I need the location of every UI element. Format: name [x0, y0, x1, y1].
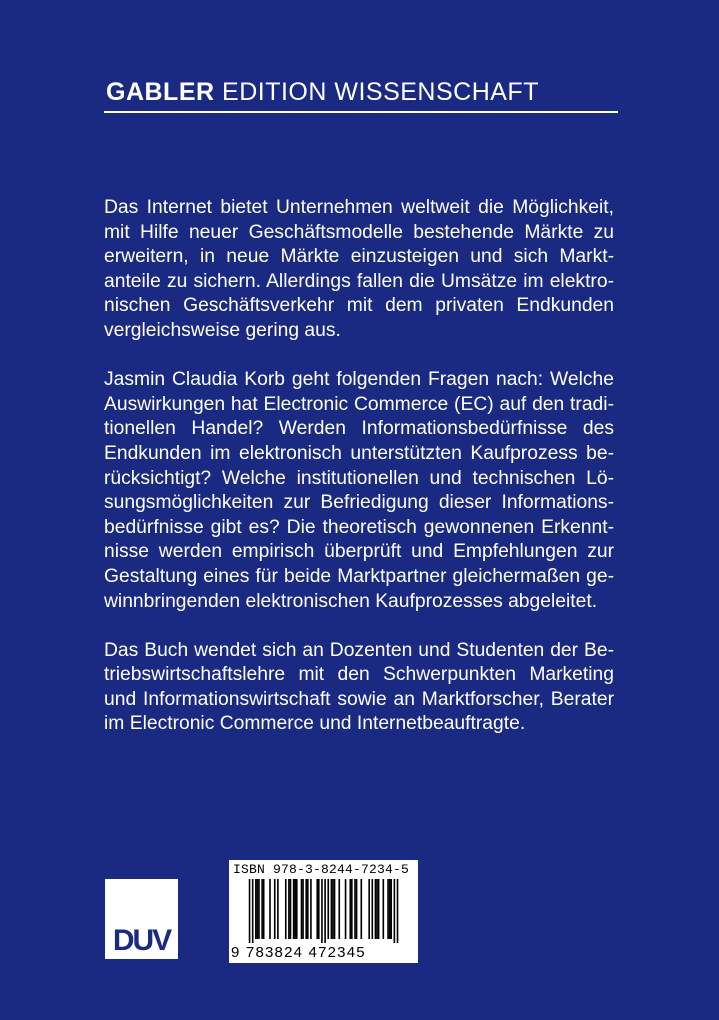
blurb-paragraph-3: Das Buch wendet sich an Dozenten und Studenten der Betriebswirtschaftslehre mit den Schwerpunkten Marketing und Informationswirtschaft sowie an Marktforscher, Berater im Electronic Commerce und Internetbeauftragte. [104, 639, 614, 735]
barcode-bar [387, 879, 389, 939]
barcode-bar [307, 879, 309, 939]
barcode-digits: 9 783824 472345 [231, 944, 366, 961]
barcode-bar [360, 879, 362, 939]
barcode-bar [255, 879, 257, 939]
barcode-bar [349, 879, 351, 939]
barcode-bar [261, 879, 263, 939]
barcode-bar [294, 879, 296, 939]
barcode-bar [324, 879, 326, 943]
barcode-bar [354, 879, 356, 939]
barcode-bar [372, 879, 374, 939]
blurb-paragraph-1: Das Internet bietet Unternehmen weltweit die Möglichkeit, mit Hilfe neuer Geschäftsmodelle bestehende Märkte zu erweitern, in neue Märkte einzusteigen und sich Marktanteile zu sichern. Allerdings fallen die Umsätze im elektronischen Geschäftsverkehr mit dem privaten Endkunden vergleichsweise gering aus. [104, 197, 614, 341]
barcode-bar [368, 879, 370, 939]
barcode-bar [263, 879, 265, 939]
blurb-paragraph-2: Jasmin Claudia Korb geht folgenden Fragen nach: Welche Auswirkungen hat Electronic Commerce (EC) auf den traditionellen Handel? Werden Informationsbedürfnisse des Endkunden im elektronisch unterstützten Kaufprozess berücksichtigt? Welche institutionellen und technischen Lösungsmöglichkeiten zur Befriedigung dieser Informationsbedürfnisse gibt es? Die theoretisch gewonnenen Erkenntnisse werden empirisch überprüft und Empfehlungen zur Gestaltung eines für beide Marktpartner gleichermaßen gewinnbringenden elektronischen Kaufprozesses abgeleitet. [104, 369, 614, 612]
barcode-bar [331, 879, 333, 939]
barcode-bar [394, 879, 396, 943]
barcode-bar [316, 879, 318, 939]
barcode-bar [332, 879, 334, 939]
barcode-bar [383, 879, 385, 939]
series-title [106, 78, 539, 107]
barcode-bar [397, 879, 399, 943]
isbn-barcode [229, 860, 418, 963]
barcode-bar [305, 879, 307, 939]
title-rule [104, 111, 618, 113]
barcode-bar [293, 879, 295, 939]
barcode-bar [257, 879, 259, 939]
publisher-logo-text: DUV [112, 924, 171, 957]
barcode-bar [296, 879, 298, 939]
barcode-bar [269, 879, 271, 939]
barcode-bar [277, 879, 279, 939]
barcode-bar [389, 879, 391, 939]
barcode-bar [390, 879, 392, 939]
barcode-bar [274, 879, 276, 939]
barcode-bars [233, 879, 414, 943]
barcode-bar [252, 879, 254, 943]
barcode-bar [285, 879, 287, 939]
barcode-bar [288, 879, 290, 939]
barcode-bar [321, 879, 323, 943]
barcode-bar [356, 879, 358, 939]
barcode-bar [249, 879, 251, 943]
barcode-bar [290, 879, 292, 939]
blurb-text [104, 196, 614, 762]
series-name: EDITION WISSENSCHAFT [222, 78, 539, 106]
barcode-bar [334, 879, 336, 939]
isbn-label: ISBN 978-3-8244-7234-5 [233, 862, 410, 877]
publisher-logo [105, 879, 178, 959]
barcode-bar [310, 879, 312, 939]
barcode-bar [318, 879, 320, 939]
barcode-bar [258, 879, 260, 939]
barcode-bar [351, 879, 353, 939]
barcode-bar [302, 879, 304, 939]
barcode-bar [327, 879, 329, 939]
barcode-bar [378, 879, 380, 939]
barcode-bar [345, 879, 347, 939]
barcode-bar [375, 879, 377, 939]
series-brand: GABLER [106, 78, 215, 106]
barcode-bar [376, 879, 378, 939]
barcode-bar [301, 879, 303, 939]
barcode-bar [338, 879, 340, 939]
